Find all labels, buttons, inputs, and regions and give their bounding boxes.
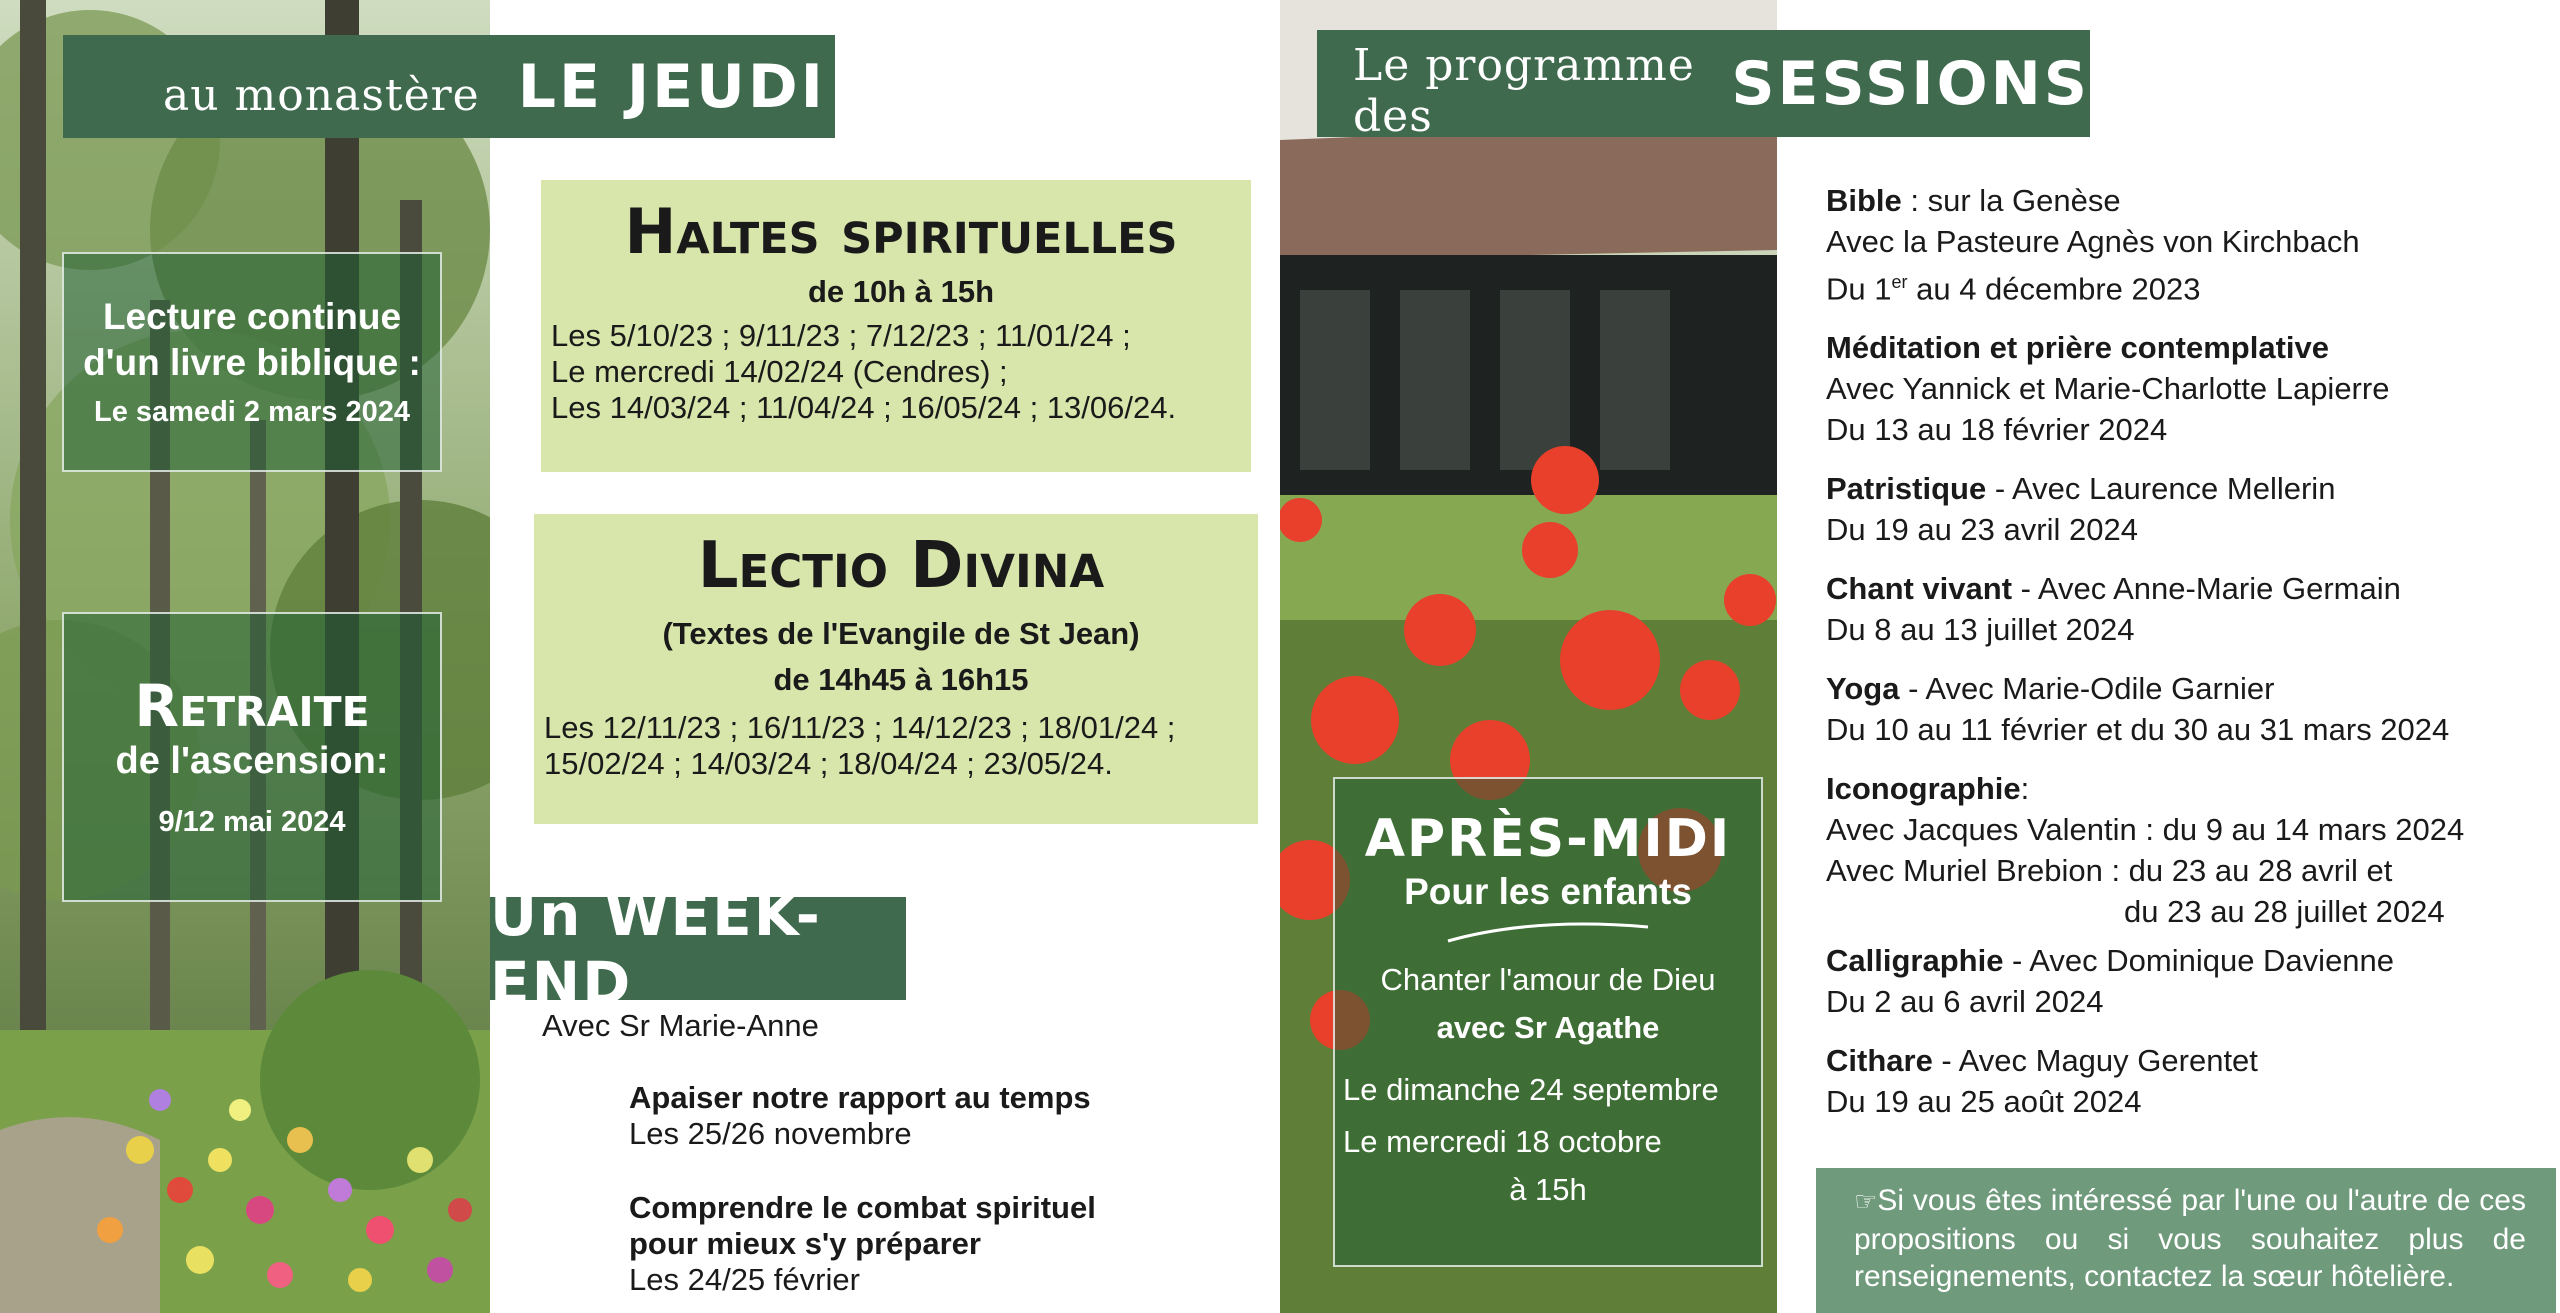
session-cithare bbox=[1826, 1040, 2526, 1122]
banner-sessions bbox=[1317, 30, 2090, 142]
session-iconographie bbox=[1826, 768, 2526, 932]
session-patristique bbox=[1826, 468, 2526, 550]
bible-name: Bible bbox=[1826, 183, 1902, 218]
retraite-subtitle: de l'ascension: bbox=[115, 740, 389, 782]
session-calligraphie bbox=[1826, 940, 2526, 1022]
apres-midi-subtitle: Pour les enfants bbox=[1404, 871, 1692, 912]
sessions-list bbox=[1826, 180, 2526, 1122]
bible-date-sup: er bbox=[1891, 272, 1908, 292]
chant-with: - Avec Anne-Marie Germain bbox=[2012, 571, 2401, 607]
weekend-item1-title: Apaiser notre rapport au temps bbox=[629, 1080, 1091, 1115]
session-meditation bbox=[1826, 327, 2526, 450]
haltes-title: Haltes spirituelles bbox=[624, 195, 1178, 268]
icono-name: Iconographie bbox=[1826, 771, 2021, 807]
lectio-line2: 15/02/24 ; 14/03/24 ; 18/04/24 ; 23/05/24. bbox=[544, 746, 1113, 781]
icono-line1: Avec Jacques Valentin : du 9 au 14 mars 2024 bbox=[1826, 812, 2465, 848]
haltes-line3: Les 14/03/24 ; 11/04/24 ; 16/05/24 ; 13/06/24. bbox=[551, 390, 1177, 425]
decorative-swash-icon bbox=[1443, 919, 1653, 945]
cithare-with: - Avec Maguy Gerentet bbox=[1932, 1043, 2258, 1079]
apres-midi-box bbox=[1333, 777, 1763, 1267]
lectio-subtitle: (Textes de l'Evangile de St Jean) bbox=[662, 616, 1140, 651]
session-yoga bbox=[1826, 668, 2526, 750]
weekend-item2-date: Les 24/25 février bbox=[629, 1262, 860, 1297]
chant-name: Chant vivant bbox=[1826, 571, 2013, 607]
meditation-name: Méditation et prière contemplative bbox=[1826, 330, 2329, 366]
weekend-banner-text: Un WEEK-END bbox=[490, 880, 822, 1017]
weekend-item2-title2: pour mieux s'y préparer bbox=[629, 1226, 981, 1261]
apres-midi-line1: Chanter l'amour de Dieu bbox=[1380, 962, 1716, 997]
banner-le-jeudi bbox=[63, 35, 835, 138]
banner-script-text: au monastère bbox=[163, 70, 480, 121]
info-box bbox=[1816, 1168, 2556, 1313]
apres-midi-date2: Le mercredi 18 octobre bbox=[1343, 1124, 1662, 1159]
banner-caps-text: LE JEUDI bbox=[517, 51, 826, 122]
lectio-box bbox=[534, 514, 1258, 824]
meditation-with: Avec Yannick et Marie-Charlotte Lapierre bbox=[1826, 371, 2390, 407]
haltes-box bbox=[541, 180, 1251, 472]
icono-colon: : bbox=[2020, 771, 2030, 807]
apres-midi-line2: avec Sr Agathe bbox=[1436, 1010, 1660, 1045]
apres-midi-title: APRÈS-MIDI bbox=[1364, 809, 1732, 869]
session-chant bbox=[1826, 568, 2526, 650]
weekend-item1 bbox=[629, 1080, 1091, 1152]
lectio-time: de 14h45 à 16h15 bbox=[773, 662, 1029, 697]
icono-line2: Avec Muriel Brebion : du 23 au 28 avril et bbox=[1826, 853, 2393, 889]
haltes-time: de 10h à 15h bbox=[807, 274, 995, 309]
icono-line3: du 23 au 28 juillet 2024 bbox=[2124, 894, 2445, 930]
yoga-date: Du 10 au 11 février et du 30 au 31 mars 2024 bbox=[1826, 712, 2450, 748]
bible-date-post: au 4 décembre 2023 bbox=[1907, 271, 2201, 307]
apres-midi-time: à 15h bbox=[1509, 1172, 1587, 1207]
bible-with: Avec la Pasteure Agnès von Kirchbach bbox=[1826, 224, 2360, 259]
cithare-name: Cithare bbox=[1826, 1043, 1933, 1079]
chant-date: Du 8 au 13 juillet 2024 bbox=[1826, 612, 2135, 648]
calli-date: Du 2 au 6 avril 2024 bbox=[1826, 984, 2104, 1020]
lecture-date: Le samedi 2 mars 2024 bbox=[94, 396, 410, 428]
haltes-line2: Le mercredi 14/02/24 (Cendres) ; bbox=[551, 354, 1008, 389]
sessions-banner-caps: SESSIONS bbox=[1731, 48, 2090, 119]
patristique-name: Patristique bbox=[1826, 471, 1987, 507]
yoga-with: - Avec Marie-Odile Garnier bbox=[1899, 671, 2275, 707]
session-bible bbox=[1826, 180, 2526, 309]
apres-midi-date1: Le dimanche 24 septembre bbox=[1343, 1072, 1719, 1107]
bible-topic: : sur la Genèse bbox=[1901, 183, 2121, 218]
sessions-banner-script: Le programme des bbox=[1353, 39, 1695, 142]
banner-week-end bbox=[490, 880, 906, 1017]
weekend-item2-title1: Comprendre le combat spirituel bbox=[629, 1190, 1096, 1225]
lecture-line1: Lecture continue bbox=[102, 296, 402, 337]
info-text: Si vous êtes intéressé par l'une ou l'autre de ces propositions ou si vous souhaitez plus de renseignements, contactez la sœur hôtelière. bbox=[1854, 1184, 2526, 1293]
lectio-title: Lectio Divina bbox=[697, 529, 1105, 603]
retraite-date: 9/12 mai 2024 bbox=[158, 806, 346, 838]
weekend-with: Avec Sr Marie-Anne bbox=[542, 1008, 819, 1043]
retraite-box bbox=[62, 612, 442, 902]
lectio-line1: Les 12/11/23 ; 16/11/23 ; 14/12/23 ; 18/01/24 ; bbox=[544, 710, 1176, 745]
retraite-title: Retraite bbox=[134, 672, 370, 740]
pointing-hand-icon: ☞ bbox=[1854, 1187, 1878, 1217]
yoga-name: Yoga bbox=[1826, 671, 1900, 707]
lecture-continue-box bbox=[62, 252, 442, 472]
weekend-item1-date: Les 25/26 novembre bbox=[629, 1116, 912, 1151]
lecture-line2: d'un livre biblique : bbox=[83, 342, 421, 383]
weekend-item2 bbox=[629, 1190, 1096, 1298]
patristique-date: Du 19 au 23 avril 2024 bbox=[1826, 512, 2138, 548]
calli-name: Calligraphie bbox=[1826, 943, 2004, 979]
patristique-with: - Avec Laurence Mellerin bbox=[1986, 471, 2336, 507]
cithare-date: Du 19 au 25 août 2024 bbox=[1826, 1084, 2142, 1120]
calli-with: - Avec Dominique Davienne bbox=[2003, 943, 2395, 979]
haltes-line1: Les 5/10/23 ; 9/11/23 ; 7/12/23 ; 11/01/24 ; bbox=[551, 318, 1131, 353]
meditation-date: Du 13 au 18 février 2024 bbox=[1826, 412, 2168, 448]
bible-date-pre: Du 1 bbox=[1826, 271, 1892, 307]
